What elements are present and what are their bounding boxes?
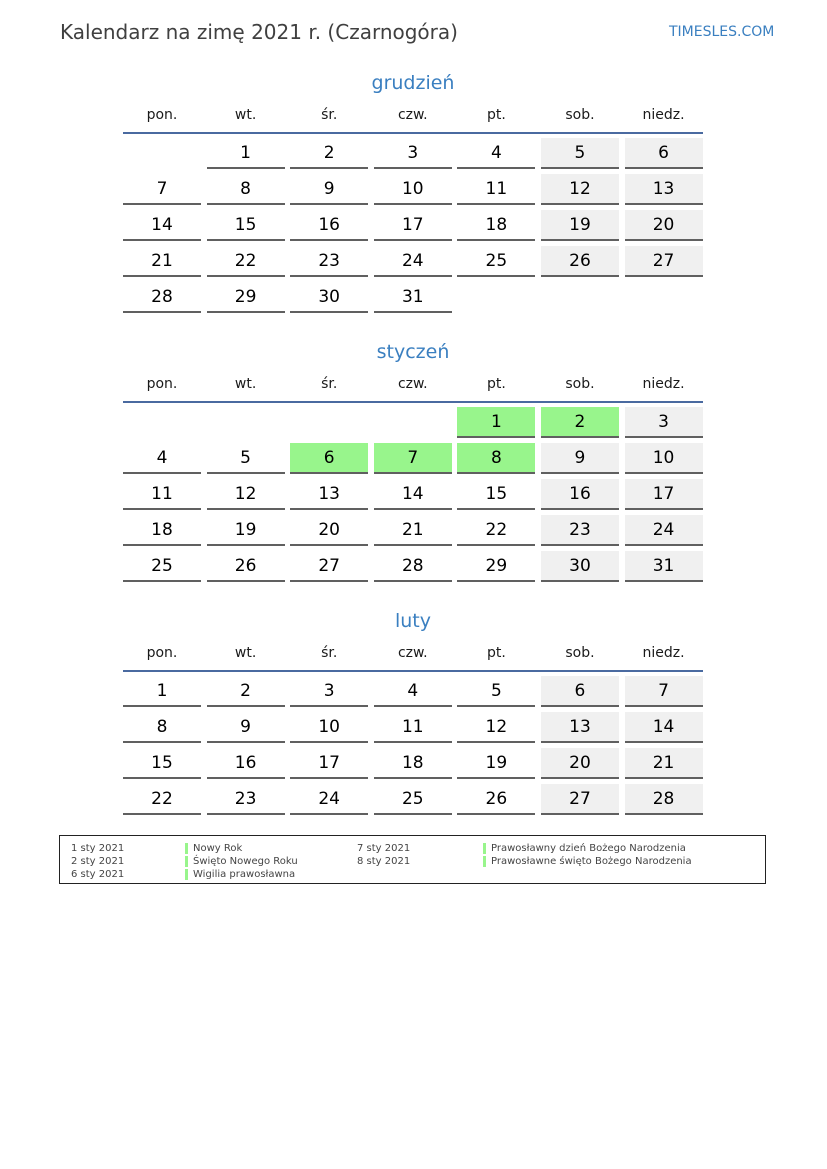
day-cell: 13	[290, 479, 368, 510]
weekday-label: pon.	[146, 107, 178, 123]
day-cell: 18	[457, 210, 535, 241]
day-cell: 3	[290, 676, 368, 707]
day-cell: 12	[541, 174, 619, 205]
weekday-header	[123, 98, 703, 132]
legend-names-col-1	[185, 842, 298, 881]
day-cell: 8	[123, 712, 201, 743]
day-cell: 23	[207, 784, 285, 815]
day-cell: 11	[123, 479, 201, 510]
day-cell: 7	[625, 676, 703, 707]
day-cell: 10	[290, 712, 368, 743]
day-cell: 31	[374, 282, 452, 313]
day-grid	[123, 138, 703, 313]
month-title: luty	[394, 610, 431, 632]
day-cell: 17	[290, 748, 368, 779]
weekday-label: śr.	[321, 376, 338, 392]
empty-day-cell	[123, 138, 201, 169]
day-cell: 15	[207, 210, 285, 241]
day-cell: 22	[457, 515, 535, 546]
weekday-label: pt.	[486, 645, 506, 661]
legend-dates-col-1	[71, 842, 124, 881]
day-cell: 28	[123, 282, 201, 313]
day-cell: 9	[541, 443, 619, 474]
day-cell: 3	[625, 407, 703, 438]
legend-dates-col-2	[357, 842, 410, 868]
day-cell: 12	[457, 712, 535, 743]
weekday-label: pt.	[486, 376, 506, 392]
day-cell: 14	[374, 479, 452, 510]
weekday-label: sob.	[565, 645, 595, 661]
day-cell: 15	[123, 748, 201, 779]
day-cell: 4	[374, 676, 452, 707]
day-cell: 6	[290, 443, 368, 474]
legend-holiday-name: Prawosławny dzień Bożego Narodzenia	[483, 842, 692, 855]
day-cell: 21	[374, 515, 452, 546]
legend-names-col-2	[483, 842, 692, 868]
day-cell: 13	[541, 712, 619, 743]
legend-date: 7 sty 2021	[357, 843, 411, 854]
day-cell: 16	[541, 479, 619, 510]
day-cell: 2	[290, 138, 368, 169]
day-cell: 26	[541, 246, 619, 277]
day-cell: 14	[625, 712, 703, 743]
weekday-label: czw.	[397, 107, 428, 123]
day-cell: 19	[207, 515, 285, 546]
day-cell: 29	[207, 282, 285, 313]
empty-day-cell	[123, 407, 201, 438]
day-cell: 23	[290, 246, 368, 277]
empty-day-cell	[290, 407, 368, 438]
day-cell: 20	[625, 210, 703, 241]
weekday-header	[123, 636, 703, 670]
day-cell: 24	[290, 784, 368, 815]
day-cell: 19	[457, 748, 535, 779]
day-cell: 13	[625, 174, 703, 205]
day-cell: 3	[374, 138, 452, 169]
day-cell: 27	[290, 551, 368, 582]
legend-date: 6 sty 2021	[71, 869, 125, 880]
legend-holiday-name: Święto Nowego Roku	[185, 855, 298, 868]
day-cell: 12	[207, 479, 285, 510]
day-cell: 28	[625, 784, 703, 815]
legend-holiday-name: Wigilia prawosławna	[185, 868, 298, 881]
day-cell: 6	[625, 138, 703, 169]
empty-day-cell	[207, 407, 285, 438]
day-cell: 19	[541, 210, 619, 241]
day-cell: 2	[541, 407, 619, 438]
day-cell: 20	[290, 515, 368, 546]
weekday-label: śr.	[321, 645, 338, 661]
day-cell: 1	[207, 138, 285, 169]
weekday-label: czw.	[397, 645, 428, 661]
day-cell: 21	[625, 748, 703, 779]
weekday-label: wt.	[234, 376, 257, 392]
empty-day-cell	[541, 282, 619, 313]
day-cell: 28	[374, 551, 452, 582]
weekday-label: śr.	[321, 107, 338, 123]
holiday-legend	[59, 835, 766, 884]
weekday-label: pon.	[146, 645, 178, 661]
day-cell: 25	[457, 246, 535, 277]
day-cell: 16	[290, 210, 368, 241]
empty-day-cell	[625, 282, 703, 313]
day-cell: 11	[457, 174, 535, 205]
day-cell: 20	[541, 748, 619, 779]
header-rule	[123, 401, 703, 403]
day-cell: 29	[457, 551, 535, 582]
day-cell: 8	[457, 443, 535, 474]
weekday-label: wt.	[234, 645, 257, 661]
day-cell: 26	[457, 784, 535, 815]
month-title: grudzień	[371, 72, 455, 94]
day-cell: 8	[207, 174, 285, 205]
legend-holiday-name: Prawosławne święto Bożego Narodzenia	[483, 855, 692, 868]
day-cell: 30	[290, 282, 368, 313]
day-cell: 10	[625, 443, 703, 474]
day-cell: 14	[123, 210, 201, 241]
month-february	[123, 606, 703, 815]
empty-day-cell	[457, 282, 535, 313]
weekday-header	[123, 367, 703, 401]
weekday-label: wt.	[234, 107, 257, 123]
day-grid	[123, 676, 703, 815]
day-cell: 2	[207, 676, 285, 707]
day-cell: 18	[123, 515, 201, 546]
day-cell: 9	[207, 712, 285, 743]
day-cell: 31	[625, 551, 703, 582]
month-december	[123, 68, 703, 313]
month-january	[123, 337, 703, 582]
day-cell: 17	[625, 479, 703, 510]
day-cell: 17	[374, 210, 452, 241]
day-cell: 25	[374, 784, 452, 815]
weekday-label: niedz.	[642, 107, 685, 123]
day-cell: 4	[123, 443, 201, 474]
day-cell: 22	[123, 784, 201, 815]
weekday-label: czw.	[397, 376, 428, 392]
day-cell: 7	[374, 443, 452, 474]
day-cell: 10	[374, 174, 452, 205]
day-cell: 1	[123, 676, 201, 707]
day-cell: 24	[625, 515, 703, 546]
weekday-label: niedz.	[642, 376, 685, 392]
page-title: Kalendarz na zimę 2021 r. (Czarnogóra)	[60, 20, 458, 44]
weekday-label: sob.	[565, 376, 595, 392]
weekday-label: pon.	[146, 376, 178, 392]
weekday-label: pt.	[486, 107, 506, 123]
day-cell: 5	[207, 443, 285, 474]
legend-date: 1 sty 2021	[71, 843, 125, 854]
header-rule	[123, 132, 703, 134]
day-cell: 11	[374, 712, 452, 743]
day-cell: 21	[123, 246, 201, 277]
site-link[interactable]: TIMESLES.COM	[669, 24, 775, 40]
day-cell: 25	[123, 551, 201, 582]
day-cell: 5	[541, 138, 619, 169]
day-cell: 18	[374, 748, 452, 779]
day-cell: 5	[457, 676, 535, 707]
day-cell: 1	[457, 407, 535, 438]
legend-date: 2 sty 2021	[71, 856, 125, 867]
legend-date: 8 sty 2021	[357, 856, 411, 867]
day-cell: 7	[123, 174, 201, 205]
day-cell: 24	[374, 246, 452, 277]
day-cell: 22	[207, 246, 285, 277]
day-grid	[123, 407, 703, 582]
day-cell: 26	[207, 551, 285, 582]
day-cell: 27	[625, 246, 703, 277]
day-cell: 23	[541, 515, 619, 546]
weekday-label: niedz.	[642, 645, 685, 661]
day-cell: 9	[290, 174, 368, 205]
day-cell: 16	[207, 748, 285, 779]
weekday-label: sob.	[565, 107, 595, 123]
day-cell: 27	[541, 784, 619, 815]
empty-day-cell	[374, 407, 452, 438]
day-cell: 15	[457, 479, 535, 510]
day-cell: 4	[457, 138, 535, 169]
day-cell: 6	[541, 676, 619, 707]
header-rule	[123, 670, 703, 672]
legend-holiday-name: Nowy Rok	[185, 842, 298, 855]
month-title: styczeń	[376, 341, 450, 363]
day-cell: 30	[541, 551, 619, 582]
